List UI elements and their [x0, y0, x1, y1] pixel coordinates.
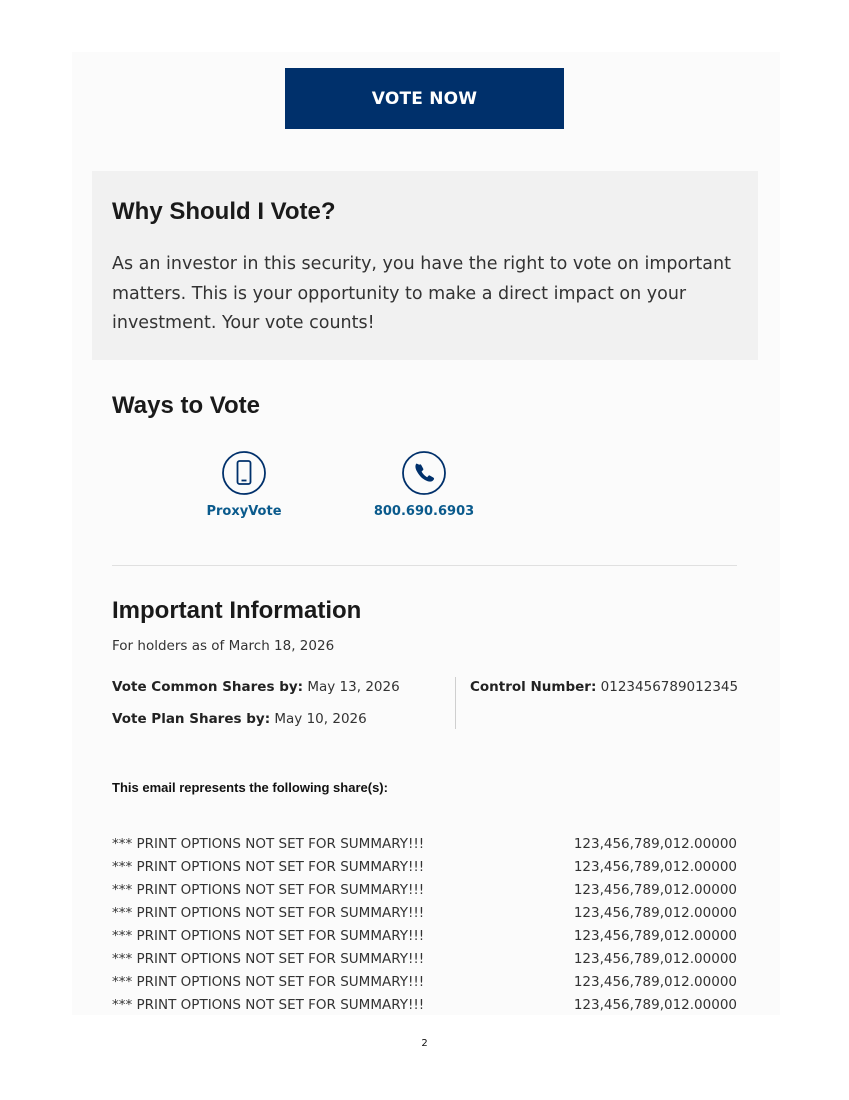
section-divider [112, 565, 737, 566]
share-amount: 123,456,789,012.00000 [573, 928, 737, 944]
why-vote-text: As an investor in this security, you have the right to vote on important matters. This is your opportunity to make a direct impact on your investment. Your vote counts! [112, 254, 731, 333]
share-row [112, 948, 737, 971]
important-information-title: Important Information [112, 597, 362, 624]
share-name: *** PRINT OPTIONS NOT SET FOR SUMMARY!!! [112, 882, 425, 898]
share-name: *** PRINT OPTIONS NOT SET FOR SUMMARY!!! [112, 905, 425, 921]
share-amount: 123,456,789,012.00000 [573, 997, 737, 1013]
control-number [470, 679, 738, 695]
share-amount: 123,456,789,012.00000 [573, 882, 737, 898]
plan-shares-label: Vote Plan Shares by: [112, 711, 271, 727]
proxyvote-label[interactable]: ProxyVote [206, 504, 282, 519]
holders-date-text: For holders as of March 18, 2026 [112, 638, 335, 654]
page-number: 2 [421, 1038, 428, 1049]
share-name: *** PRINT OPTIONS NOT SET FOR SUMMARY!!! [112, 928, 425, 944]
share-name: *** PRINT OPTIONS NOT SET FOR SUMMARY!!! [112, 997, 425, 1013]
common-shares-deadline [112, 679, 400, 695]
share-amount: 123,456,789,012.00000 [573, 836, 737, 852]
share-amount: 123,456,789,012.00000 [573, 951, 737, 967]
email-body [72, 52, 780, 1015]
shares-list [112, 833, 737, 1017]
plan-shares-deadline [112, 711, 367, 727]
plan-shares-date: May 10, 2026 [274, 711, 367, 727]
why-vote-panel [92, 171, 758, 360]
share-name: *** PRINT OPTIONS NOT SET FOR SUMMARY!!! [112, 836, 425, 852]
why-vote-title: Why Should I Vote? [112, 198, 336, 225]
share-name: *** PRINT OPTIONS NOT SET FOR SUMMARY!!! [112, 859, 425, 875]
shares-heading: This email represents the following share(s): [112, 780, 388, 795]
share-row [112, 856, 737, 879]
share-amount: 123,456,789,012.00000 [573, 974, 737, 990]
share-amount: 123,456,789,012.00000 [573, 905, 737, 921]
share-amount: 123,456,789,012.00000 [573, 859, 737, 875]
proxyvote-link[interactable] [184, 450, 304, 519]
share-name: *** PRINT OPTIONS NOT SET FOR SUMMARY!!! [112, 951, 425, 967]
ways-to-vote-title: Ways to Vote [112, 392, 261, 419]
share-row [112, 879, 737, 902]
info-column-divider [455, 677, 456, 729]
share-row [112, 902, 737, 925]
phone-number-label[interactable]: 800.690.6903 [373, 504, 475, 519]
vote-now-button[interactable]: VOTE NOW [285, 68, 564, 129]
share-row [112, 925, 737, 948]
share-row [112, 833, 737, 856]
control-number-value: 0123456789012345 [600, 679, 739, 695]
share-row [112, 994, 737, 1017]
common-shares-date: May 13, 2026 [307, 679, 400, 695]
common-shares-label: Vote Common Shares by: [112, 679, 304, 695]
share-row [112, 971, 737, 994]
phone-vote-link[interactable] [364, 450, 484, 519]
telephone-icon [401, 450, 447, 496]
control-number-label: Control Number: [470, 679, 597, 695]
share-name: *** PRINT OPTIONS NOT SET FOR SUMMARY!!! [112, 974, 425, 990]
mobile-phone-icon [221, 450, 267, 496]
